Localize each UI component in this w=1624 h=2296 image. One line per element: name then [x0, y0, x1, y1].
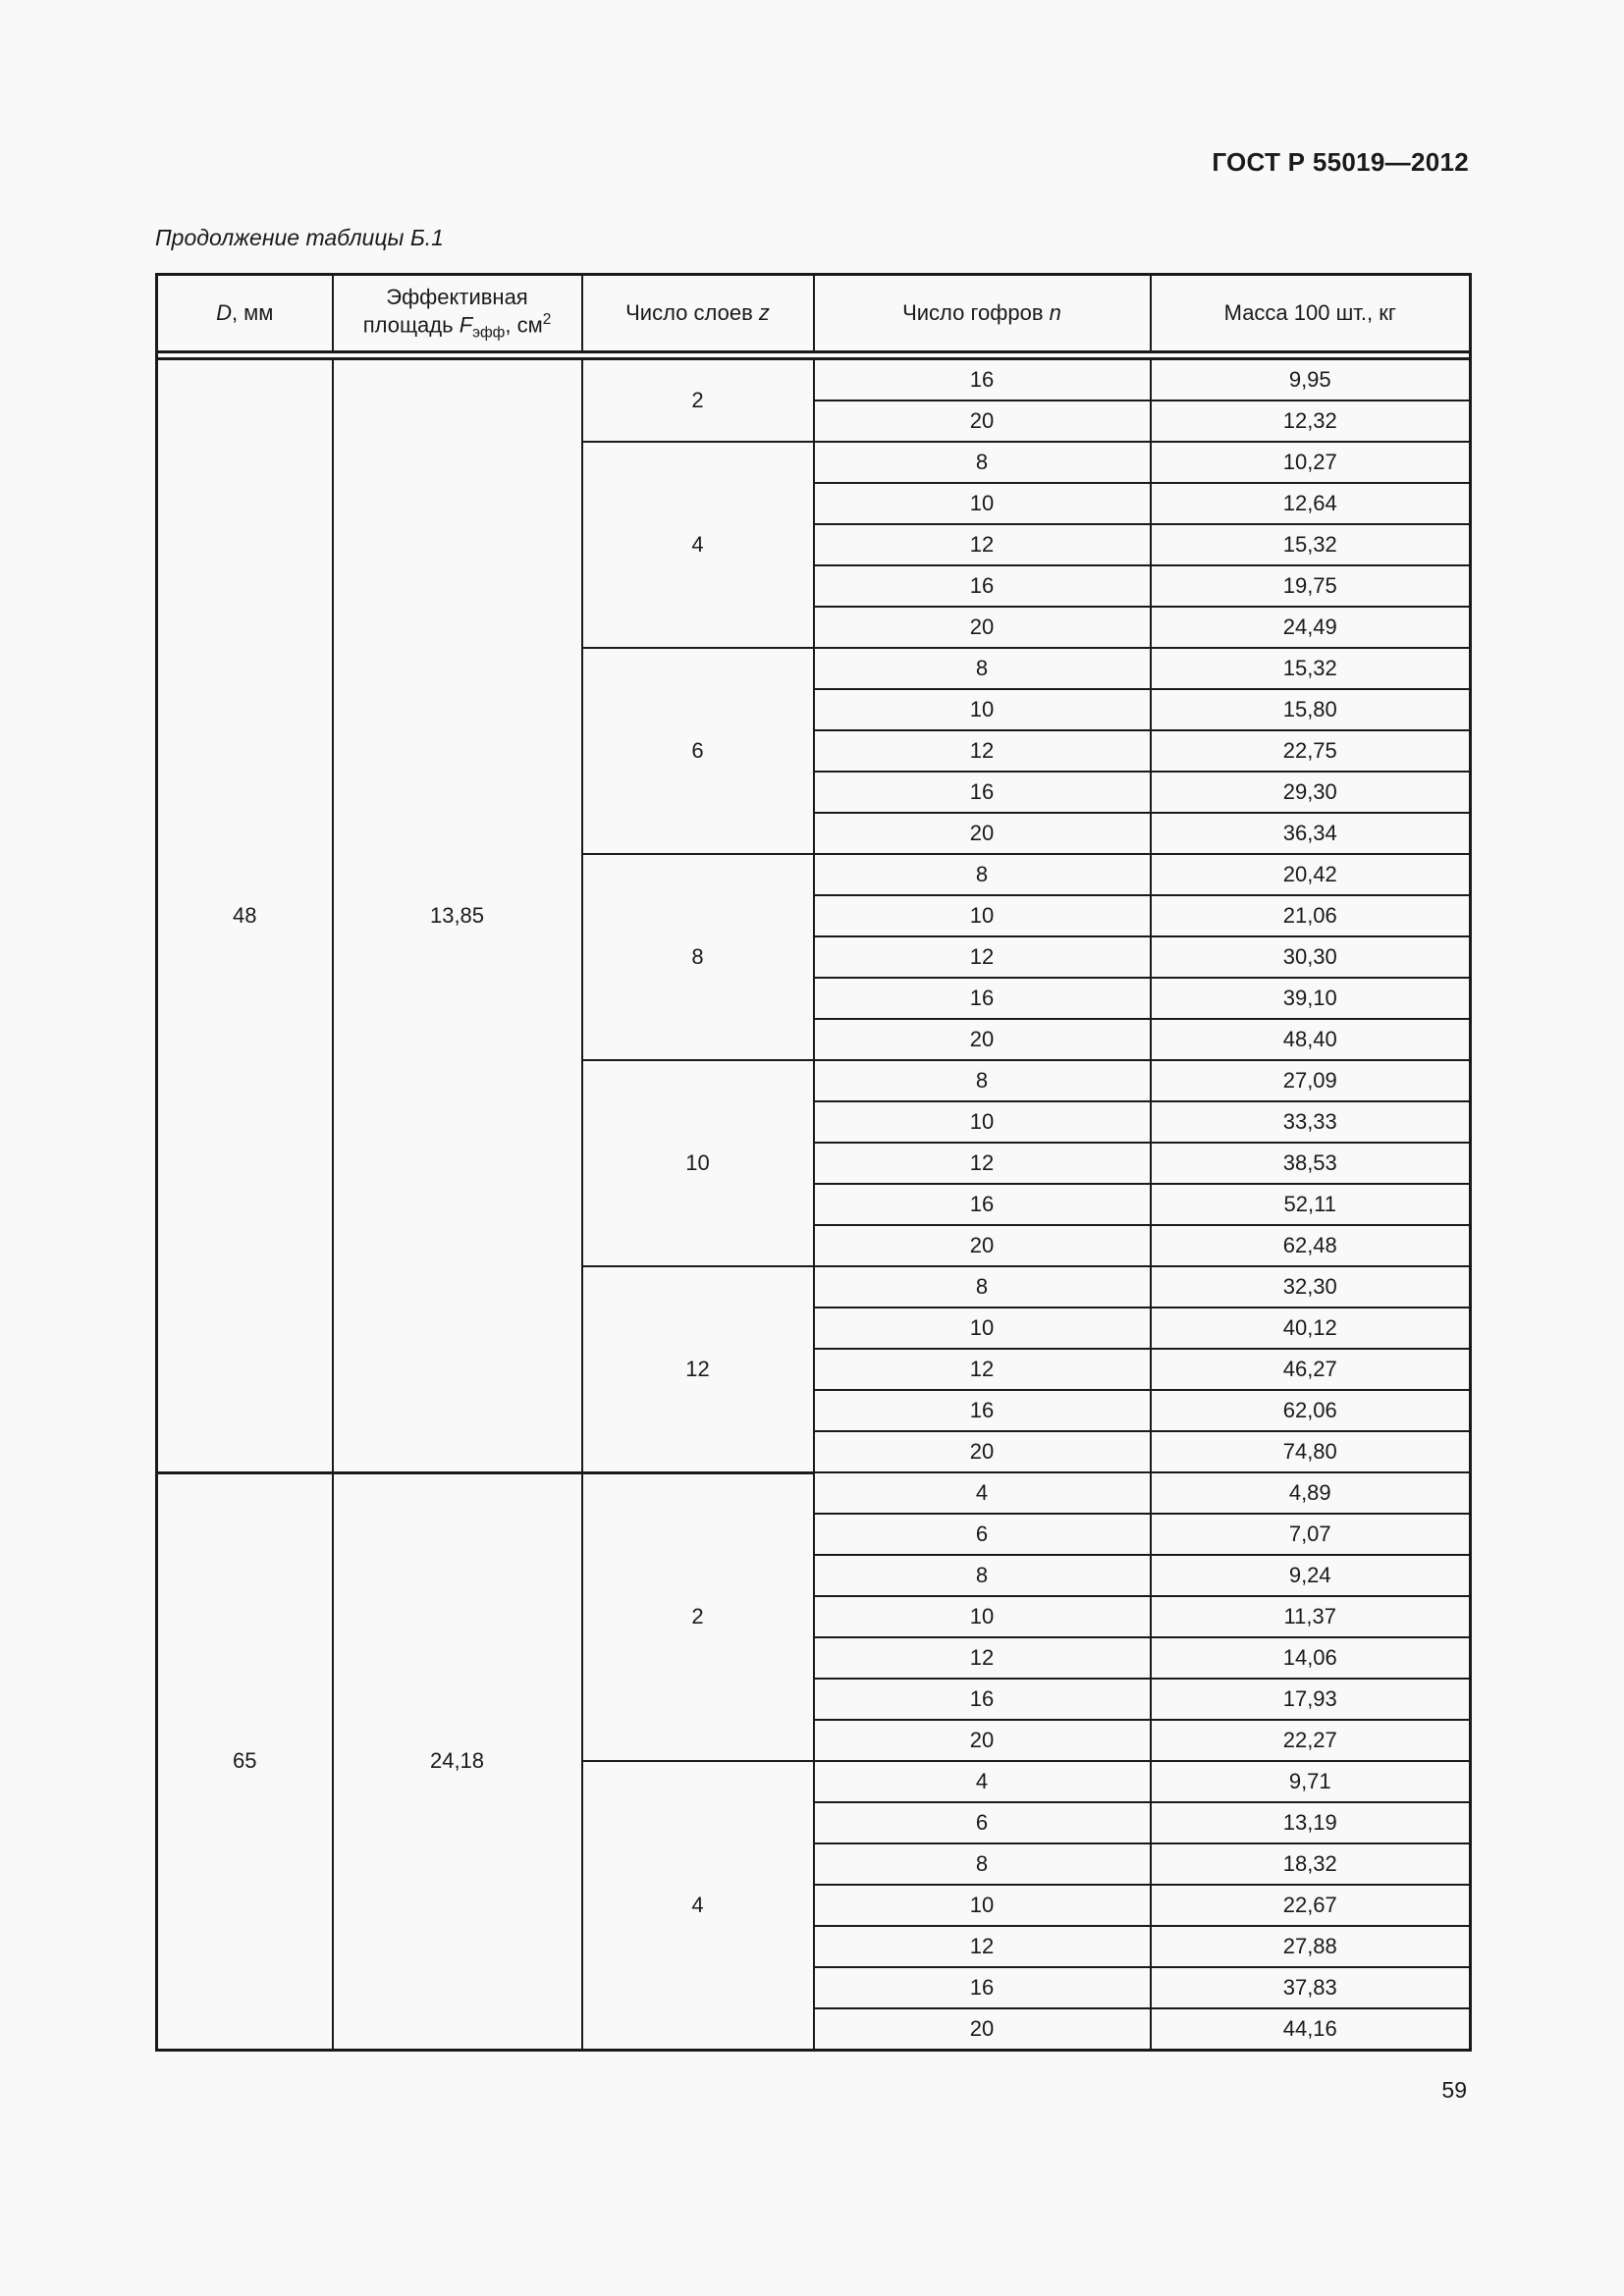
mass-cell: 20,42 [1151, 854, 1471, 895]
layers-cell: 4 [582, 1761, 814, 2051]
corrugations-cell: 12 [814, 1349, 1151, 1390]
table-body [157, 359, 1471, 2051]
mass-cell: 21,06 [1151, 895, 1471, 936]
effective-area-cell: 24,18 [333, 1472, 582, 2051]
corrugations-cell: 8 [814, 442, 1151, 483]
corrugations-cell: 20 [814, 400, 1151, 442]
corrugations-cell: 16 [814, 772, 1151, 813]
layers-cell: 6 [582, 648, 814, 854]
corrugations-cell: 10 [814, 895, 1151, 936]
mass-cell: 18,32 [1151, 1843, 1471, 1885]
mass-cell: 17,93 [1151, 1679, 1471, 1720]
corrugations-cell: 8 [814, 1555, 1151, 1596]
table-header-row [157, 275, 1471, 352]
corrugations-cell: 8 [814, 648, 1151, 689]
layers-cell: 10 [582, 1060, 814, 1266]
mass-cell: 62,06 [1151, 1390, 1471, 1431]
corrugations-cell: 16 [814, 565, 1151, 607]
mass-table [155, 273, 1472, 2052]
mass-cell: 22,67 [1151, 1885, 1471, 1926]
corrugations-cell: 16 [814, 359, 1151, 401]
corrugations-cell: 16 [814, 1184, 1151, 1225]
col-header-diameter: D, мм [157, 275, 333, 352]
corrugations-cell: 20 [814, 813, 1151, 854]
corrugations-cell: 8 [814, 1266, 1151, 1308]
table-caption: Продолжение таблицы Б.1 [155, 225, 444, 250]
mass-cell: 19,75 [1151, 565, 1471, 607]
mass-cell: 13,19 [1151, 1802, 1471, 1843]
mass-cell: 15,32 [1151, 524, 1471, 565]
corrugations-cell: 6 [814, 1802, 1151, 1843]
col-header-mass: Масса 100 шт., кг [1151, 275, 1471, 352]
mass-cell: 74,80 [1151, 1431, 1471, 1472]
corrugations-cell: 20 [814, 1225, 1151, 1266]
diameter-cell: 48 [157, 359, 333, 1473]
mass-cell: 33,33 [1151, 1101, 1471, 1143]
mass-cell: 15,32 [1151, 648, 1471, 689]
corrugations-cell: 12 [814, 730, 1151, 772]
mass-cell: 9,95 [1151, 359, 1471, 401]
corrugations-cell: 20 [814, 2008, 1151, 2051]
mass-cell: 29,30 [1151, 772, 1471, 813]
col-header-layers: Число слоев z [582, 275, 814, 352]
corrugations-cell: 12 [814, 936, 1151, 978]
mass-cell: 22,27 [1151, 1720, 1471, 1761]
mass-cell: 44,16 [1151, 2008, 1471, 2051]
mass-cell: 12,32 [1151, 400, 1471, 442]
corrugations-cell: 10 [814, 1101, 1151, 1143]
mass-cell: 4,89 [1151, 1472, 1471, 1514]
mass-cell: 27,88 [1151, 1926, 1471, 1967]
corrugations-cell: 16 [814, 1390, 1151, 1431]
mass-cell: 38,53 [1151, 1143, 1471, 1184]
corrugations-cell: 20 [814, 1720, 1151, 1761]
table-row [157, 359, 1471, 401]
mass-cell: 40,12 [1151, 1308, 1471, 1349]
corrugations-cell: 20 [814, 1431, 1151, 1472]
mass-cell: 15,80 [1151, 689, 1471, 730]
corrugations-cell: 10 [814, 483, 1151, 524]
mass-cell: 39,10 [1151, 978, 1471, 1019]
mass-cell: 52,11 [1151, 1184, 1471, 1225]
mass-cell: 62,48 [1151, 1225, 1471, 1266]
document-code: ГОСТ Р 55019—2012 [1212, 147, 1469, 177]
corrugations-cell: 8 [814, 1843, 1151, 1885]
corrugations-cell: 12 [814, 1637, 1151, 1679]
layers-cell: 2 [582, 1472, 814, 1761]
corrugations-cell: 16 [814, 1679, 1151, 1720]
header-double-rule [157, 352, 1471, 359]
table-row [157, 1472, 1471, 1514]
mass-cell: 9,24 [1151, 1555, 1471, 1596]
mass-cell: 14,06 [1151, 1637, 1471, 1679]
corrugations-cell: 16 [814, 978, 1151, 1019]
mass-cell: 48,40 [1151, 1019, 1471, 1060]
mass-cell: 36,34 [1151, 813, 1471, 854]
corrugations-cell: 20 [814, 1019, 1151, 1060]
corrugations-cell: 8 [814, 1060, 1151, 1101]
corrugations-cell: 6 [814, 1514, 1151, 1555]
corrugations-cell: 10 [814, 1885, 1151, 1926]
mass-cell: 46,27 [1151, 1349, 1471, 1390]
mass-cell: 12,64 [1151, 483, 1471, 524]
corrugations-cell: 12 [814, 524, 1151, 565]
corrugations-cell: 12 [814, 1143, 1151, 1184]
mass-cell: 27,09 [1151, 1060, 1471, 1101]
corrugations-cell: 4 [814, 1472, 1151, 1514]
page-number: 59 [1441, 2077, 1467, 2103]
corrugations-cell: 10 [814, 1596, 1151, 1637]
mass-cell: 37,83 [1151, 1967, 1471, 2008]
col-header-effective-area: Эффективная площадь $F_{эфф}$, $см^2$ [333, 275, 582, 352]
corrugations-cell: 20 [814, 607, 1151, 648]
mass-cell: 30,30 [1151, 936, 1471, 978]
mass-cell: 10,27 [1151, 442, 1471, 483]
corrugations-cell: 16 [814, 1967, 1151, 2008]
col-header-corrugations: Число гофров n [814, 275, 1151, 352]
effective-area-cell: 13,85 [333, 359, 582, 1473]
diameter-cell: 65 [157, 1472, 333, 2051]
mass-cell: 9,71 [1151, 1761, 1471, 1802]
mass-cell: 24,49 [1151, 607, 1471, 648]
corrugations-cell: 10 [814, 689, 1151, 730]
layers-cell: 8 [582, 854, 814, 1060]
corrugations-cell: 8 [814, 854, 1151, 895]
corrugations-cell: 12 [814, 1926, 1151, 1967]
mass-cell: 32,30 [1151, 1266, 1471, 1308]
mass-cell: 22,75 [1151, 730, 1471, 772]
layers-cell: 2 [582, 359, 814, 443]
layers-cell: 12 [582, 1266, 814, 1472]
layers-cell: 4 [582, 442, 814, 648]
mass-cell: 11,37 [1151, 1596, 1471, 1637]
corrugations-cell: 4 [814, 1761, 1151, 1802]
corrugations-cell: 10 [814, 1308, 1151, 1349]
mass-cell: 7,07 [1151, 1514, 1471, 1555]
